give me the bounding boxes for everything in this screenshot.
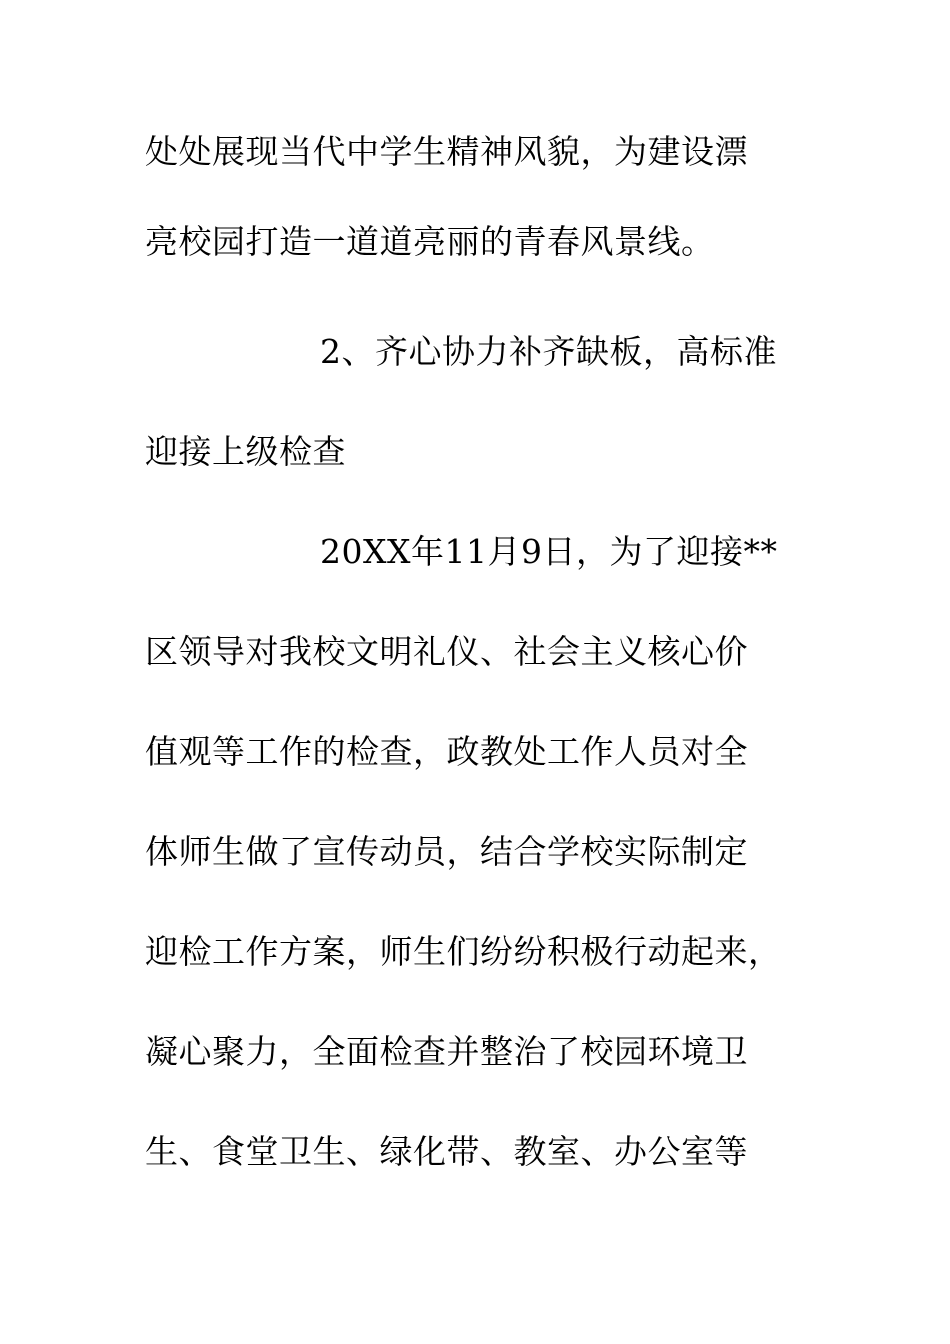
paragraph-line-5: 值观等工作的检查，政教处工作人员对全 <box>145 732 748 771</box>
paragraph-line-9: 生、食堂卫生、绿化带、教室、办公室等 <box>145 1132 748 1171</box>
paragraph-line-6: 体师生做了宣传动员，结合学校实际制定 <box>145 832 748 871</box>
section-heading-line-2: 迎接上级检查 <box>145 432 346 471</box>
paragraph-line-4: 区领导对我校文明礼仪、社会主义核心价 <box>145 632 748 671</box>
paragraph-line-2: 亮校园打造一道道亮丽的青春风景线。 <box>145 222 715 261</box>
section-heading-line-1: 2、齐心协力补齐缺板，高标准 <box>320 332 777 371</box>
paragraph-line-3: 20XX年11月9日，为了迎接** <box>320 532 778 571</box>
paragraph-line-7: 迎检工作方案，师生们纷纷积极行动起来， <box>145 932 782 971</box>
paragraph-line-8: 凝心聚力，全面检查并整治了校园环境卫 <box>145 1032 748 1071</box>
paragraph-line-1: 处处展现当代中学生精神风貌，为建设漂 <box>145 132 748 171</box>
